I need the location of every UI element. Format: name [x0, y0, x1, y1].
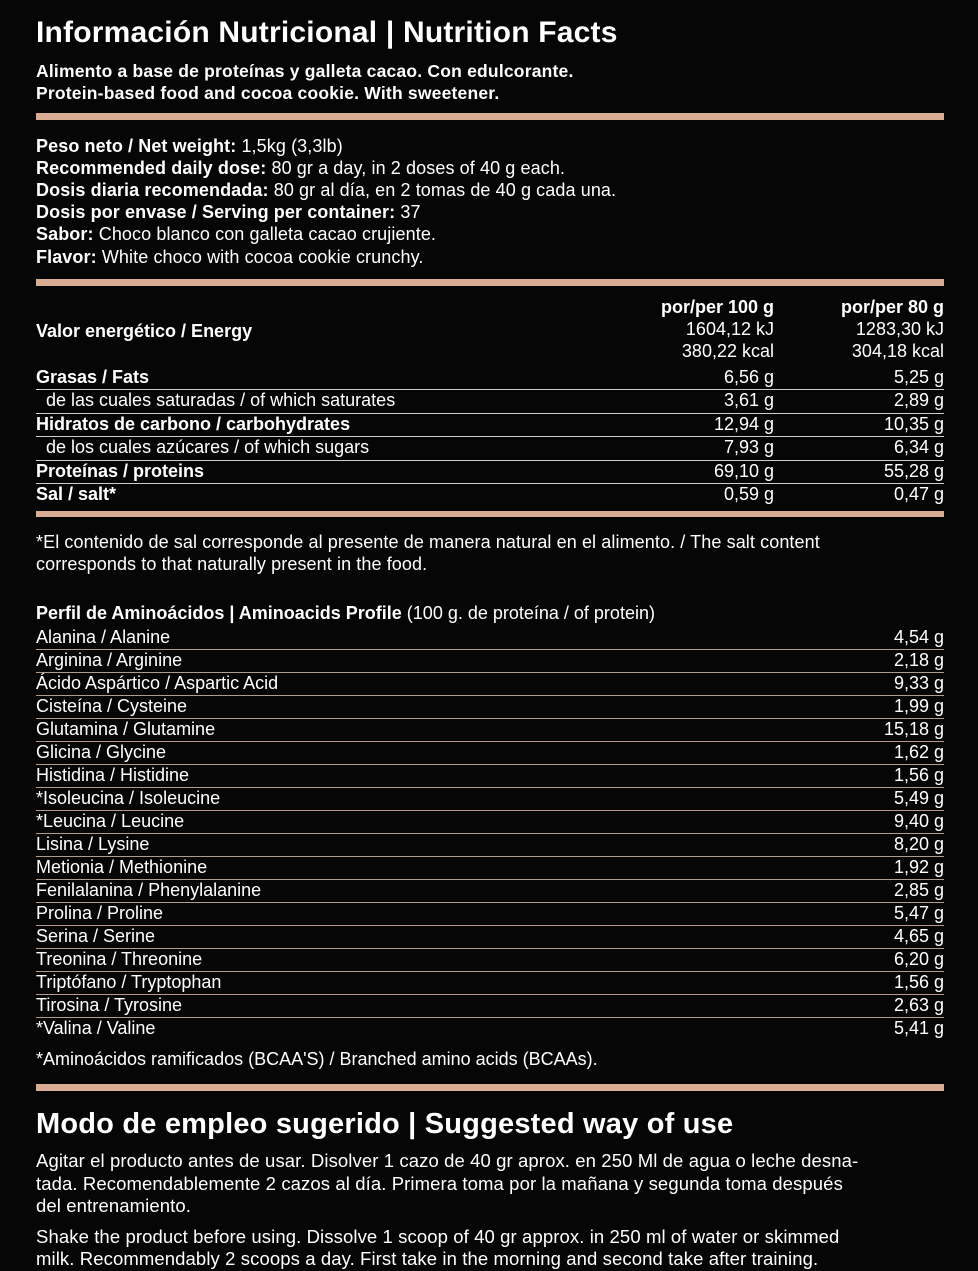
- info-row-flavor: Flavor: White choco with cocoa cookie crunchy.: [36, 246, 424, 267]
- amino-row-isoleucine: *Isoleucina / Isoleucine 5,49 g: [36, 788, 944, 811]
- info-row-sabor: Sabor: Choco blanco con galleta cacao crujiente.: [36, 224, 437, 245]
- amino-row-threonine: Treonina / Threonine 6,20 g: [36, 949, 944, 972]
- table-row-carbohydrates: Hidratos de carbono / carbohydrates 12,94 g 10,35 g: [36, 414, 944, 438]
- table-row-salt: Sal / salt* 0,59 g 0,47 g: [36, 484, 944, 505]
- info-row-servings: Dosis por envase / Serving per container: 37: [36, 202, 421, 223]
- amino-row-leucine: *Leucina / Leucine 9,40 g: [36, 811, 944, 834]
- description-line-en: Protein-based food and cocoa cookie. With sweetener.: [36, 82, 500, 103]
- info-row-daily-dose-es: Dosis diaria recomendada: 80 gr al día, en 2 tomas de 40 g cada una.: [36, 179, 617, 200]
- bcaa-note: *Aminoácidos ramificados (BCAA'S) / Branched amino acids (BCAAs).: [36, 1048, 598, 1069]
- amino-row-tyrosine: Tirosina / Tyrosine 2,63 g: [36, 995, 944, 1018]
- description-line-es: Alimento a base de proteínas y galleta cacao. Con edulcorante.: [36, 60, 574, 81]
- amino-row-valine: *Valina / Valine 5,41 g: [36, 1018, 944, 1039]
- col-header-per-80g: por/per 80 g: [840, 296, 944, 317]
- usage-title: Modo de empleo sugerido | Suggested way of use: [36, 1107, 734, 1140]
- amino-row-alanine: Alanina / Alanine 4,54 g: [36, 627, 944, 650]
- amino-profile-rows: [36, 627, 944, 1040]
- amino-row-glutamine: Glutamina / Glutamine 15,18 g: [36, 719, 944, 742]
- salt-note: *El contenido de sal corresponde al presente de manera natural en el alimento. / The salt content corresponds to that naturally present in the food.: [36, 531, 820, 574]
- amino-row-tryptophan: Triptófano / Tryptophan 1,56 g: [36, 972, 944, 995]
- amino-row-arginine: Arginina / Arginine 2,18 g: [36, 650, 944, 673]
- table-row-saturates: de las cuales saturadas / of which saturates 3,61 g 2,89 g: [36, 390, 944, 414]
- amino-row-histidine: Histidina / Histidine 1,56 g: [36, 765, 944, 788]
- table-row-sugars: de los cuales azúcares / of which sugars 7,93 g 6,34 g: [36, 437, 944, 461]
- amino-row-phenylalanine: Fenilalanina / Phenylalanine 2,85 g: [36, 880, 944, 903]
- amino-row-proline: Prolina / Proline 5,47 g: [36, 903, 944, 926]
- amino-row-lysine: Lisina / Lysine 8,20 g: [36, 834, 944, 857]
- amino-row-serine: Serina / Serine 4,65 g: [36, 926, 944, 949]
- nutrition-table-header: [36, 297, 944, 318]
- table-row-proteins: Proteínas / proteins 69,10 g 55,28 g: [36, 461, 944, 485]
- table-row-fats: Grasas / Fats 6,56 g 5,25 g: [36, 367, 944, 391]
- energy-per-100g: 1604,12 kJ 380,22 kcal: [681, 318, 774, 361]
- amino-row-methionine: Metionia / Methionine 1,92 g: [36, 857, 944, 880]
- info-row-daily-dose-en: Recommended daily dose: 80 gr a day, in 2 doses of 40 g each.: [36, 157, 566, 178]
- nutrition-table-rows: [36, 367, 944, 507]
- energy-label: Valor energético / Energy: [36, 320, 253, 341]
- energy-row: [36, 318, 944, 362]
- product-info: [36, 135, 944, 268]
- amino-row-aspartic-acid: Ácido Aspártico / Aspartic Acid 9,33 g: [36, 673, 944, 696]
- section-divider: [36, 279, 944, 286]
- product-description: [36, 60, 944, 104]
- usage-paragraph-es: Agitar el producto antes de usar. Disolver 1 cazo de 40 gr aprox. en 250 Ml de agua o leche desna- tada. Recomendablemente 2 cazos al día. Primera toma por la mañana y segunda toma después del entrenamiento.: [36, 1150, 859, 1217]
- section-divider: [36, 1084, 944, 1091]
- amino-profile-title: Perfil de Aminoácidos | Aminoacids Profile (100 g. de proteína / of protein): [36, 602, 655, 623]
- col-header-per-100g: por/per 100 g: [660, 296, 774, 317]
- info-row-net-weight: Peso neto / Net weight: 1,5kg (3,3lb): [36, 135, 343, 156]
- section-divider: [36, 113, 944, 120]
- amino-row-glycine: Glicina / Glycine 1,62 g: [36, 742, 944, 765]
- usage-paragraph-en: Shake the product before using. Dissolve 1 scoop of 40 gr approx. in 250 ml of water or skimmed milk. Recommendably 2 scoops a day. First take in the morning and second take after training.: [36, 1225, 840, 1270]
- amino-row-cysteine: Cisteína / Cysteine 1,99 g: [36, 696, 944, 719]
- energy-per-80g: 1283,30 kJ 304,18 kcal: [851, 318, 944, 361]
- section-divider: [36, 511, 944, 517]
- page-title: Información Nutricional | Nutrition Facts: [36, 16, 618, 49]
